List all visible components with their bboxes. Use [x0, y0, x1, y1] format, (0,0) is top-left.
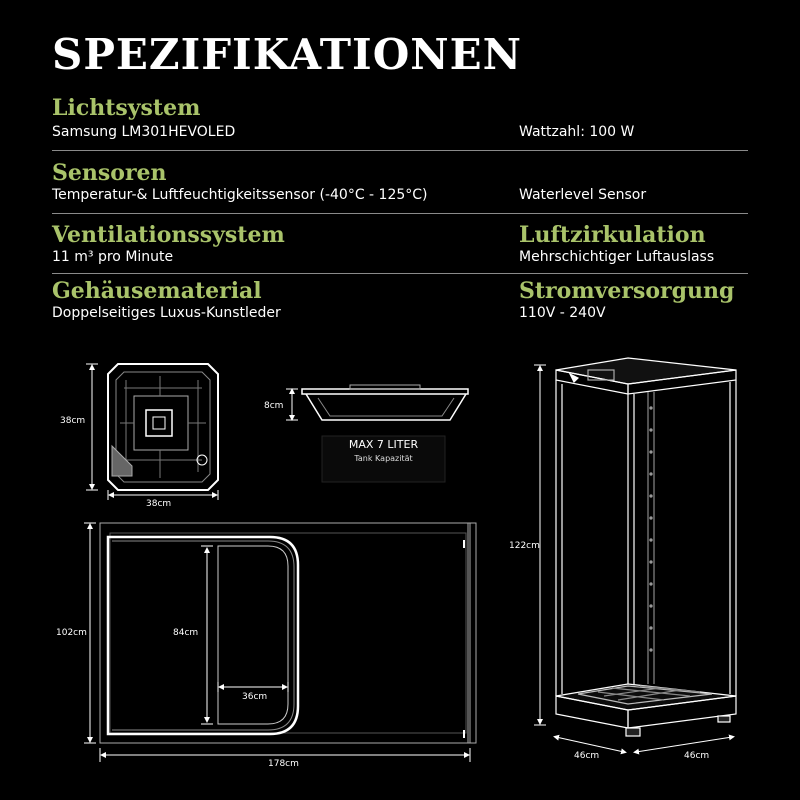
- dim-door-width: 36cm: [242, 692, 268, 702]
- tray-drawing: [108, 364, 218, 490]
- spec-heading-gehaeuse: Gehäusematerial: [52, 278, 262, 304]
- spec-value-luftzirkulation: Mehrschichtiger Luftauslass: [519, 249, 715, 265]
- dim-tent-length: 178cm: [268, 759, 299, 769]
- spec-heading-luftzirkulation: Luftzirkulation: [519, 222, 706, 248]
- tank-capacity: MAX 7 LITER: [348, 438, 419, 451]
- spec-value-strom: 110V - 240V: [519, 305, 606, 321]
- tank-drawing: [302, 385, 468, 420]
- tank-caption: Tank Kapazität: [354, 454, 413, 463]
- spec-heading-strom: Stromversorgung: [519, 278, 735, 304]
- spec-value-ventilation: 11 m³ pro Minute: [52, 249, 174, 265]
- spec-heading-sensoren: Sensoren: [52, 160, 167, 186]
- growbox-drawing: [556, 358, 736, 736]
- dimension-line: [556, 737, 624, 752]
- dim-tank-height: 8cm: [264, 401, 284, 411]
- spec-heading-lichtsystem: Lichtsystem: [52, 95, 201, 121]
- dim-tent-height: 102cm: [56, 628, 87, 638]
- dim-tray-width: 38cm: [146, 499, 172, 509]
- dim-tray-height: 38cm: [60, 416, 86, 426]
- spec-value-wattzahl: Wattzahl: 100 W: [519, 124, 635, 140]
- tent-top-drawing: [100, 523, 476, 743]
- dimension-line: [636, 737, 732, 752]
- dim-box-width: 46cm: [684, 751, 710, 761]
- spec-value-sensoren: Temperatur-& Luftfeuchtigkeitssensor (-40°C - 125°C): [52, 187, 428, 203]
- dim-box-height: 122cm: [509, 541, 540, 551]
- spec-value-lichtsystem: Samsung LM301HEVOLED: [52, 124, 236, 140]
- dim-box-depth: 46cm: [574, 751, 600, 761]
- spec-heading-ventilation: Ventilationssystem: [52, 222, 285, 248]
- spec-value-waterlevel: Waterlevel Sensor: [519, 187, 647, 203]
- dim-door-height: 84cm: [173, 628, 199, 638]
- spec-value-gehaeuse: Doppelseitiges Luxus-Kunstleder: [52, 305, 281, 321]
- page-title: SPEZIFIKATIONEN: [52, 30, 523, 79]
